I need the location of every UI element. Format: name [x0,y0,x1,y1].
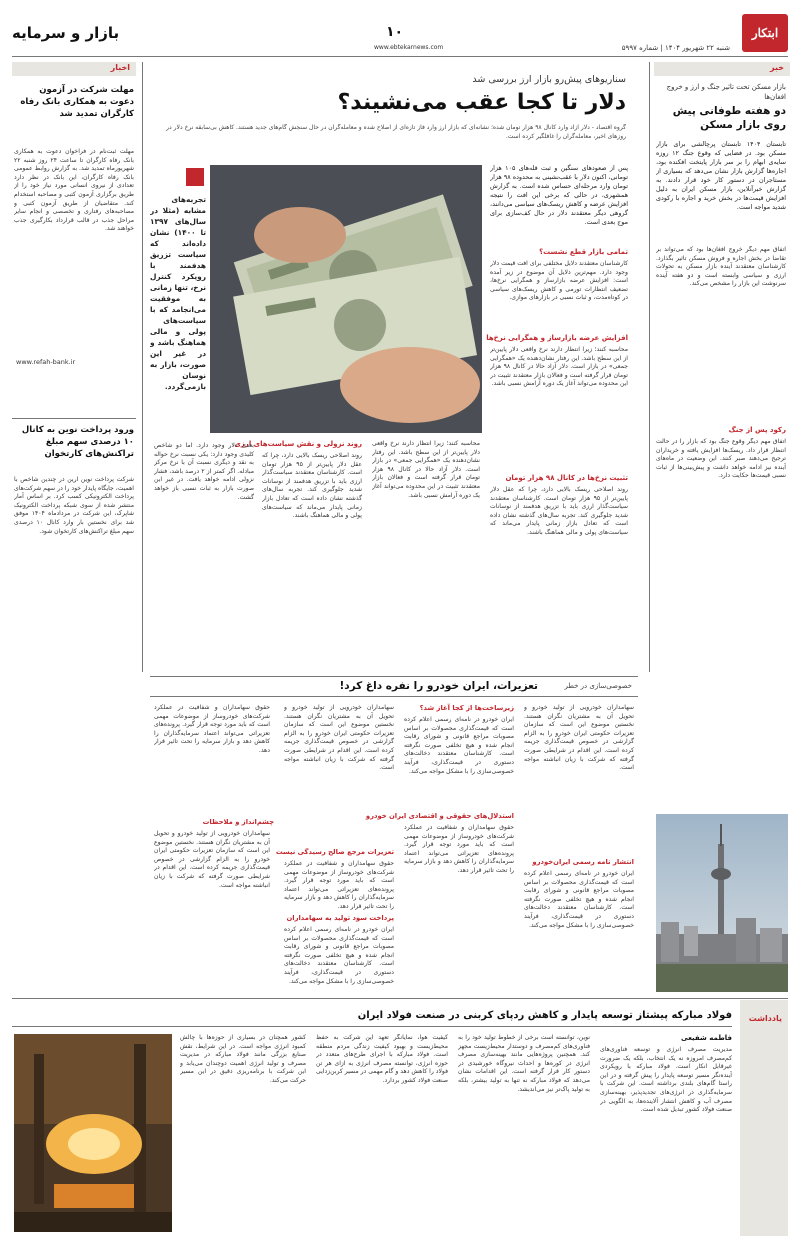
bottom-body: کشور همچنان در بسیاری از حوزه‌ها با چالش کمبود انرژی مواجه است. در این شرایط، نقش صنایع بزرگی مانند فولاد مبارکه در مدیریت مصرف و تولید انرژی اهمیت دوچندان می‌یابد و این شرکت با برنامه‌ریزی دقیق در این مسیر حرکت می‌کند. [180,1034,306,1084]
bottom-body: مدیریت مصرف انرژی و توسعه فناوری‌های کم‌مصرف امروزه نه یک انتخاب، بلکه یک ضرورت غیرقابل انکار است. فولاد مبارکه با رویکردی آینده‌نگر مسیر توسعه پایدار را پیش گرفته و در این راستا گام‌های بلندی برداشته است. این شرکت با سرمایه‌گذاری در انرژی‌های تجدیدپذیر، بهینه‌سازی مصرف آب و کاهش انتشار آلاینده‌ها، به الگویی در صنعت فولاد کشور تبدیل شده است. [600,1046,732,1114]
section-tag [740,1000,788,1236]
bottom-body: نوین، توانسته است برخی از خطوط تولید خود را به فناوری‌های کم‌مصرف و دوستدار محیط‌زیست مجهز کند. همچنین پروژه‌هایی مانند بهینه‌سازی مصرف انرژی در کوره‌ها و احداث نیروگاه خورشیدی در دستور کار قرار گرفته است. این اقدامات نشان می‌دهد که فولاد مبارکه نه تنها به تولید بیشتر، بلکه به تولید پاک‌تر نیز می‌اندیشد. [458,1034,590,1093]
middle-subhead: استدلال‌های حقوقی و اقتصادی ایران خودرو [365,812,514,820]
subhead: رکود پس از جنگ [728,426,786,434]
website-url: www.ebtekarnews.com [374,44,444,51]
date-issue: شنبه ۲۲ شهریور ۱۴۰۴ | شماره ۵۹۹۷ [621,44,730,52]
section-label: خبر [769,63,784,72]
headline-rule [12,1026,732,1027]
section-title: بازار و سرمایه [12,24,120,42]
middle-subhead: چشم‌انداز و ملاحظات [202,818,274,826]
lead-subhead: افزایش عرضه بازارساز و همگرایی نرخ‌ها [486,334,628,342]
bottom-body: کیفیت هوا، نمایانگر تعهد این شرکت به حفظ محیط‌زیست و بهبود کیفیت زندگی مردم منطقه است. فولاد مبارکه با اجرای طرح‌های متعدد در حوزه انرژی، توانسته مصرف انرژی به ازای هر تن فولاد را کاهش دهد و گام مهمی در مسیر کربن‌زدایی صنعت فولاد کشور بردارد. [316,1034,448,1084]
middle-body: ایران خودرو در نامه‌ای رسمی اعلام کرده است که قیمت‌گذاری محصولات بر اساس مصوبات مراجع قانونی و شورای رقابت انجام شده و هیچ تخلفی صورت نگرفته است. کارشناسان معتقدند دخالت‌های دستوری در قیمت‌گذاری، فرآیند خصوصی‌سازی را با مشکل مواجه می‌کند. [524,870,634,929]
pull-quote [150,168,206,438]
middle-body: سهامداران خودرویی از تولید خودرو و تحویل آن به مشتریان نگران هستند. نخستین موضوع این است که سازمان تعزیرات حکومتی ایران خودرو را به الزام گزارشی در خصوص قیمت‌گذاری جریمه کرده است. این اقدام در شرایطی صورت گرفته که شرکت با زیان انباشته مواجه است. [524,704,634,772]
news-body: مهلت ثبت‌نام در فراخوان دعوت به همکاری بانک رفاه کارگران تا ساعت ۲۴ روز شنبه ۲۲ شهریورماه تمدید شد. به گزارش روابط عمومی بانک رفاه کارگران، این بانک در نظر دارد تعدادی از نیروی انسانی مورد نیاز خود را از طریق برگزاری آزمون کتبی و مصاحبه استخدام کند. متقاضیان از طریق آزمون کتبی و مصاحبه‌های رفتاری و تخصصی و انجام سایر مراحل جذب در قالب قرارداد بکارگیری جذب خواهند شد. [14,148,134,233]
lead-body: محاسبه کنند؛ زیرا انتظار دارند نرخ واقعی دلار پایین‌تر از این سطح باشد. این رفتار نشان‌دهنده یک «همگرایی جمعی» در بازار است. دلار آزاد حالا در کانال ۹۸ هزار تومان قرار گرفته است و فعالان بازار معتقدند تثبیت در این محدوده می‌تواند آغاز یک دوره آرامش نسبی باشد. [372,440,480,499]
section-bar [12,62,136,76]
right-column [654,62,790,994]
section-label: یادداشت [748,1014,782,1023]
body-text: تابستان ۱۴۰۴ تابستان پرچالشی برای بازار مسکن بود. در فضایی که وقوع جنگ ۱۲ روزه سایه‌ی ابهام را بر سر بازار پایتخت افکنده بود، اجاره‌ها گزارش بازار نشان می‌دهد که بسیاری از مستاجران در دستور کار خود قرار دادند. به گزارش خبرآنلاین، بازار مسکن ایران به دلیل افزایش قیمت‌ها در بخش خرید و اجاره با رکودی شدید مواجه است. [656,140,786,211]
lead-body: پس از صعودهای سنگین و ثبت قله‌های ۱۰۵ هزار تومانی، اکنون دلار با عقب‌نشینی به محدوده ۹۸ هزار تومان وارد مرحله‌ای حساس شده است. به گزارش همشهری، در حالی که برخی این افت را نتیجه افزایش عرضه و کاهش ریسک‌های سیاسی می‌دانند، گروهی دیگر معتقدند دلار در حال کف‌سازی برای موج بعدی است. [490,164,628,226]
lead-body: بعدی دلار وجود دارد. اما دو شاخص کلیدی وجود دارد: یکی نسبت نرخ حواله به نقد و دیگری نسبت آن با نرخ مرکز مبادله. اگر کمتر از ۲ درصد باشد، فشار نزولی ادامه خواهد یافت. در غیر این صورت بازار به ثبات نسبی باز خواهد گشت. [154,442,254,501]
city-skyline-photo [656,814,788,992]
middle-headline: تعزیرات، ایران خودرو را نفره داغ کرد! [339,680,538,692]
author-name: فاطمه شفیعی [681,1034,732,1042]
dollar-bills-photo [210,165,482,433]
news-headline: مهلت شرکت در آزمون دعوت به همکاری بانک رفاه کارگران تمدید شد [20,85,134,119]
middle-body: ایران خودرو در نامه‌ای رسمی اعلام کرده است که قیمت‌گذاری محصولات بر اساس مصوبات مراجع قانونی و شورای رقابت انجام شده و هیچ تخلفی صورت نگرفته است. کارشناسان معتقدند دخالت‌های دستوری در قیمت‌گذاری، فرآیند خصوصی‌سازی را با مشکل مواجه می‌کند. [284,926,394,985]
lead-body: روند اصلاحی ریسک بالایی دارد، چرا که عقل دلار پایین‌تر از ۹۵ هزار تومان است. کارشناسان معتقدند سیاست‌گذار ارزی باید با تزریق هدفمند از نوسانات شدید جلوگیری کند. تجربه سال‌های گذشته نشان داده است که تعادل بازار زمانی پایدار می‌ماند که سیاست‌های پولی و مالی هماهنگ باشند. [262,452,362,520]
middle-subhead: انتشار نامه رسمی ایران‌خودرو [532,858,634,866]
page-number: ۱۰ [386,24,404,40]
middle-body: حقوق سهامداران و شفافیت در عملکرد شرکت‌های خودروساز از موضوعات مهمی است که باید مورد توجه قرار گیرد. پرونده‌های تعزیراتی می‌تواند اعتماد سرمایه‌گذاران را کاهش دهد و بازار سرمایه را تحت تاثیر قرار دهد. [284,860,394,910]
middle-subhead: زیرساخت‌ها از کجا آغاز شد؟ [419,704,514,712]
middle-body: حقوق سهامداران و شفافیت در عملکرد شرکت‌های خودروساز از موضوعات مهمی است که باید مورد توجه قرار گیرد. پرونده‌های تعزیراتی می‌تواند اعتماد سرمایه‌گذاران را کاهش دهد و بازار سرمایه را تحت تاثیر قرار دهد. [154,704,270,754]
middle-body: سهامداران خودرویی از تولید خودرو و تحویل آن به مشتریان نگران هستند. نخستین موضوع این است که سازمان تعزیرات حکومتی ایران خودرو را به الزام گزارشی در خصوص قیمت‌گذاری جریمه کرده است. این اقدام در شرایطی صورت گرفته که شرکت با زیان انباشته مواجه است. [154,830,270,889]
bottom-headline: فولاد مبارکه پیشتاز توسعه پایدار و کاهش ردپای کربنی در صنعت فولاد ایران [357,1010,732,1021]
lead-subhead: تثبیت نرخ‌ها در کانال ۹۸ هزار تومان [505,474,628,482]
middle-subhead: تعزیرات مرجع صالح رسیدگی نیست [275,848,394,856]
quote-text: تجربه‌های مشابه (مثلا در سال‌های ۱۳۹۷ تا ۱۴۰۰) نشان داده‌اند که سیاست تزریق هدفمند با رویکرد کنترل نرخ، تنها زمانی به موفقیت می‌انجامد که با سیاست‌های پولی و مالی هماهنگ باشد و در غیر این صورت، بازار به نوسان بازمی‌گردد. [150,195,206,391]
middle-subhead: پرداخت سود تولید به سهامداران [286,914,394,922]
middle-kicker: خصوصی‌سازی در خطر [564,682,632,690]
column-divider [142,62,143,672]
middle-body: سهامداران خودرویی از تولید خودرو و تحویل آن به مشتریان نگران هستند. نخستین موضوع این است که سازمان تعزیرات حکومتی ایران خودرو را به الزام گزارشی در خصوص قیمت‌گذاری جریمه کرده است. این اقدام در شرایطی صورت گرفته که شرکت با زیان انباشته مواجه است. [284,704,394,772]
news-divider [12,418,136,419]
section-bar [654,62,790,76]
middle-story [150,680,638,994]
column-divider [649,62,650,672]
headline-main: دو هفته طوفانی پیش روی بازار مسکن [672,105,786,131]
kicker: سناریوهای پیش‌رو بازار ارز بررسی شد [472,74,626,85]
headline-rule [150,696,638,697]
lead-body: روند اصلاحی ریسک بالایی دارد، چرا که عقل دلار پایین‌تر از ۹۵ هزار تومان است. کارشناسان معتقدند سیاست‌گذار ارزی باید با تزریق هدفمند از نوسانات شدید جلوگیری کند. تجربه سال‌های گذشته نشان داده است که تعادل بازار زمانی پایدار می‌ماند که سیاست‌های پولی و مالی هماهنگ باشند. [490,486,628,536]
bank-website-link[interactable]: www.refah-bank.ir [16,358,76,366]
lead-story [150,62,640,674]
masthead [0,0,800,66]
lead-body: محاسبه کنند؛ زیرا انتظار دارند نرخ واقعی دلار پایین‌تر از این سطح باشد. این رفتار نشان‌دهنده یک «همگرایی جمعی» در بازار است. دلار آزاد حالا در کانال ۹۸ هزار تومان قرار گرفته است و فعالان بازار معتقدند تثبیت در این محدوده می‌تواند آغاز یک دوره آرامش نسبی باشد. [490,346,628,388]
standfirst: گروه اقتصاد - دلار آزاد وارد کانال ۹۸ هزار تومان شده؛ نشانه‌ای که بازار ارز وارد فاز تازه‌ای از اصلاح شده و معامله‌گران در حال سنجش گام‌های جدید هستند. کاهش بی‌سابقه نرخ دلار در روزهای اخیر، معامله‌گران را غافلگیر کرده است. [166,124,626,140]
headline-top: بازار مسکن تحت تاثیر جنگ و ارز و خروج افغان‌ها [666,83,786,101]
left-column [12,62,136,672]
bottom-story [12,1000,788,1236]
section-label: اخبار [110,63,130,72]
middle-body: ایران خودرو در نامه‌ای رسمی اعلام کرده است که قیمت‌گذاری محصولات بر اساس مصوبات مراجع قانونی و شورای رقابت انجام شده و هیچ تخلفی صورت نگرفته است. کارشناسان معتقدند دخالت‌های دستوری در قیمت‌گذاری، فرآیند خصوصی‌سازی را با مشکل مواجه می‌کند. [404,716,514,775]
lead-subhead: تمامی بازار قطع نشست؟ [539,248,628,256]
body-text: اتفاق مهم دیگر خروج افغان‌ها بود که می‌تواند بر تقاضا در بخش اجاره و فروش مسکن تاثیر بگذارد. کارشناسان معتقدند آینده بازار مسکن به تحولات ارزی و سیاسی وابسته است و دو هفته آینده سرنوشت این بازار را مشخص می‌کند. [656,246,786,288]
lead-headline: دلار تا کجا عقب می‌نشیند؟ [337,90,626,115]
section-divider [150,676,638,677]
news-body: شرکت پرداخت نوین آرین در چندین شاخص با اهمیت، جایگاه پایدار خود را در سهم شرکت‌های پرداخت الکترونیکی کسب کرد. بر اساس آمار منتشر شده از سوی شبکه پرداخت الکترونیک شاپرک، این شرکت در مردادماه ۱۴۰۴ موفق شد برای نخستین بار وارد کانال ۱۰ درصدی سهم مبلغ تراکنش‌های کارتخوان شود. [14,476,134,535]
body-text: اتفاق مهم دیگر وقوع جنگ بود که بازار را در حالت انتظار قرار داد. ریسک‌ها افزایش یافته و خریداران ترجیح می‌دهند صبر کنند. این وضعیت در ماه‌های آینده نیز ادامه خواهد داشت و پیش‌بینی‌ها از ثبات نسبی قیمت‌ها حکایت دارد. [656,438,786,480]
lead-subhead: روند نزولی و نقش سیاست‌های ارزی [234,440,362,448]
steel-mill-photo [14,1034,172,1232]
news-headline: ورود پرداخت نوین به کانال ۱۰ درصدی سهم مبلغ تراکنش‌های کارتخوان [21,425,134,459]
masthead-divider [12,56,788,57]
lead-body: کارشناسان معتقدند دلایل مختلفی برای افت قیمت دلار وجود دارد. مهم‌ترین دلایل آن موضوع در زیر آمده است: افزایش عرضه بازارساز و همگرایی نرخ‌ها، تضعیف انتظارات تورمی و کاهش ریسک‌های سیاسی در کوتاه‌مدت، و ثبات نسبی در بازارهای موازی. [490,260,628,302]
middle-body: حقوق سهامداران و شفافیت در عملکرد شرکت‌های خودروساز از موضوعات مهمی است که باید مورد توجه قرار گیرد. پرونده‌های تعزیراتی می‌تواند اعتماد سرمایه‌گذاران را کاهش دهد و بازار سرمایه را تحت تاثیر قرار دهد. [404,824,514,874]
logo-text: ابتکار [751,26,779,40]
section-divider [12,998,788,999]
quote-icon [186,168,204,186]
logo [742,14,788,52]
